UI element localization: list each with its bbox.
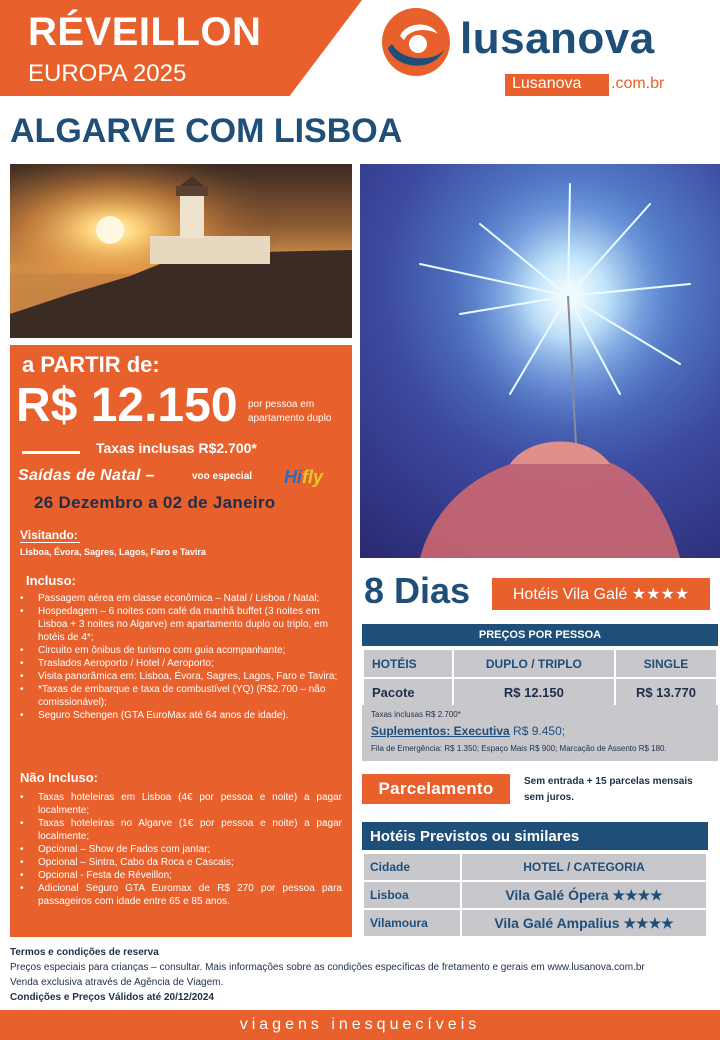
list-item: • Adicional Seguro GTA Euromax de R$ 270 por pessoa para passageiros com idade entre 65 e 85 anos.: [20, 882, 342, 908]
list-item: • Taxas hoteleiras no Algarve (1€ por pessoa e noite) a pagar localmente;: [20, 817, 342, 843]
flight-note: voo especial: [192, 471, 253, 482]
hotel-cell: Vila Galé Ampalius ★★★★: [462, 910, 706, 936]
list-item: • Circuito em ônibus de turismo com guia acompanhante;: [20, 644, 342, 657]
starting-price: R$ 12.150: [16, 379, 238, 432]
city-cell: Vilamoura: [364, 910, 460, 936]
included-label: Incluso:: [26, 573, 76, 588]
terms-line-1: Preços especiais para crianças – consultar. Mais informações sobre as condições específicas de fretamento e gerais em www.lusanova.com.br: [10, 962, 645, 973]
terms-validity: Condições e Preços Válidos até 20/12/2024: [10, 992, 214, 1003]
supplement-value: R$ 9.450;: [509, 724, 566, 738]
included-list: [20, 592, 342, 722]
visiting-list: Lisboa, Évora, Sagres, Lagos, Faro e Tavira: [20, 547, 206, 557]
supplement-note: [371, 724, 565, 738]
list-item: • *Taxas de embarque e taxa de combustível (YQ) (R$2.700 – não comissionável);: [20, 683, 342, 709]
brand-url-prefix[interactable]: Lusanova: [512, 75, 582, 92]
col-single: SINGLE: [616, 650, 716, 677]
list-item: • Opcional – Sintra, Cabo da Roca e Cascais;: [20, 856, 342, 869]
hifly-logo-b: fly: [302, 467, 324, 487]
visiting-underline: [20, 542, 80, 543]
table-header-row: [364, 854, 706, 880]
table-row: [364, 910, 706, 936]
list-item: • Taxas hoteleiras em Lisboa (4€ por pessoa e noite) a pagar localmente;: [20, 791, 342, 817]
divider: [22, 451, 80, 454]
installments-text: Sem entrada + 15 parcelas mensais sem juros.: [524, 776, 693, 803]
not-included-label: Não Incluso:: [20, 770, 99, 785]
header-title: RÉVEILLON: [28, 10, 262, 54]
list-item: • Visita panorâmica em: Lisboa, Évora, Sagres, Lagos, Faro e Tavira;: [20, 670, 342, 683]
lusanova-logo-icon: [380, 6, 452, 78]
terms-title: Termos e condições de reserva: [10, 947, 159, 958]
visiting-label: Visitando:: [20, 528, 78, 542]
hifly-logo: [284, 467, 323, 488]
hifly-logo-a: Hi: [284, 467, 302, 487]
col-hotels: HOTÉIS: [364, 650, 452, 677]
terms-line-2: Venda exclusiva através de Agência de Viagem.: [10, 977, 224, 988]
col-hotel: HOTEL / CATEGORIA: [462, 854, 706, 880]
sparkler-photo: [360, 164, 720, 558]
price-double: R$ 12.150: [454, 679, 614, 706]
brand-name: lusanova: [460, 14, 655, 63]
brand-url-suffix[interactable]: .com.br: [611, 75, 665, 92]
table-row: [364, 679, 716, 706]
price-note: por pessoa em apartamento duplo: [248, 399, 332, 424]
list-item: • Opcional - Festa de Réveillon;: [20, 869, 342, 882]
not-included-list: [20, 791, 342, 908]
list-item: • Hospedagem – 6 noites com café da manhã buffet (3 noites em Lisboa + 3 noites no Algarve) em apartamento duplo ou triplo, em hotéis de 4*;: [20, 605, 342, 644]
hotels-badge: Hotéis Vila Galé ★★★★: [492, 578, 710, 610]
lighthouse-sunset-photo: [10, 164, 352, 338]
hotels-heading: Hotéis Previstos ou similares: [362, 822, 708, 850]
footer-tagline: viagens inesquecíveis: [239, 1016, 481, 1033]
list-item: • Seguro Schengen (GTA EuroMax até 64 anos de idade).: [20, 709, 342, 722]
travel-dates: 26 Dezembro a 02 de Janeiro: [34, 493, 276, 512]
prices-heading: PREÇOS POR PESSOA: [362, 624, 718, 646]
supplement-label: Suplementos: Executiva: [371, 724, 510, 738]
table-row: [364, 882, 706, 908]
installments-label: Parcelamento: [362, 774, 510, 804]
sparkler-illustration: [360, 164, 720, 558]
hotel-cell: Vila Galé Ópera ★★★★: [462, 882, 706, 908]
list-item: • Opcional – Show de Fados com jantar;: [20, 843, 342, 856]
lighthouse-illustration: [10, 164, 352, 338]
tax-note: Taxas inclusas R$ 2.700*: [371, 710, 461, 719]
taxes-note: Taxas inclusas R$2.700*: [96, 440, 257, 456]
trip-duration: 8 Dias: [364, 570, 471, 611]
list-item: • Traslados Aeroporto / Hotel / Aeroporto;: [20, 657, 342, 670]
header-subtitle: EUROPA 2025: [28, 60, 187, 87]
from-label: a PARTIR de:: [22, 352, 160, 377]
row-package: Pacote: [364, 679, 452, 706]
page-title: ALGARVE COM LISBOA: [10, 112, 403, 150]
table-header-row: [364, 650, 716, 677]
departures-label: Saídas de Natal –: [18, 467, 155, 484]
list-item: • Passagem aérea em classe econômica – Natal / Lisboa / Natal;: [20, 592, 342, 605]
price-table: [362, 648, 718, 708]
hotels-table: [362, 852, 708, 938]
price-single: R$ 13.770: [616, 679, 716, 706]
col-double: DUPLO / TRIPLO: [454, 650, 614, 677]
extras-note: Fila de Emergência: R$ 1.350; Espaço Mais R$ 900; Marcação de Assento R$ 180.: [371, 744, 667, 753]
col-city: Cidade: [364, 854, 460, 880]
city-cell: Lisboa: [364, 882, 460, 908]
